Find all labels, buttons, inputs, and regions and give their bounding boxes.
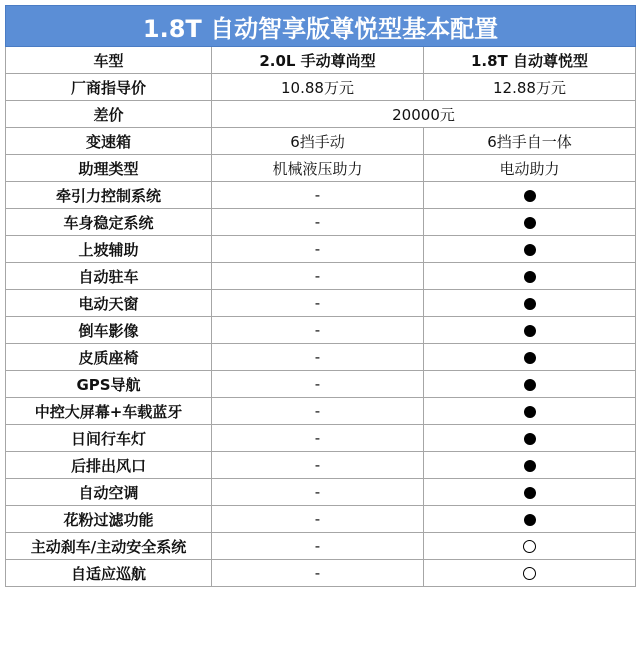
feature-label: 中控大屏幕+车载蓝牙: [6, 398, 212, 425]
filled-dot-icon: [524, 298, 536, 310]
price-model-1: 10.88万元: [212, 74, 424, 101]
header-model-1: 2.0L 手动尊尚型: [212, 47, 424, 74]
price-label: 厂商指导价: [6, 74, 212, 101]
filled-dot-icon: [524, 244, 536, 256]
feature-label: 上坡辅助: [6, 236, 212, 263]
steering-model-1: 机械液压助力: [212, 155, 424, 182]
filled-dot-icon: [524, 352, 536, 364]
feature-label: 主动刹车/主动安全系统: [6, 533, 212, 560]
table-row: [6, 506, 636, 533]
feature-model-2-value: [424, 479, 636, 506]
feature-label: 后排出风口: [6, 452, 212, 479]
filled-dot-icon: [524, 190, 536, 202]
feature-model-2-value: [424, 425, 636, 452]
header-row: [6, 47, 636, 74]
feature-model-2-value: [424, 182, 636, 209]
table-row: [6, 479, 636, 506]
filled-dot-icon: [524, 487, 536, 499]
feature-label: 皮质座椅: [6, 344, 212, 371]
header-model-2: 1.8T 自动尊悦型: [424, 47, 636, 74]
feature-label: 花粉过滤功能: [6, 506, 212, 533]
feature-model-2-value: [424, 344, 636, 371]
price-model-2: 12.88万元: [424, 74, 636, 101]
gearbox-model-2: 6挡手自一体: [424, 128, 636, 155]
table-row: [6, 290, 636, 317]
table-row: [6, 425, 636, 452]
feature-label: 自动空调: [6, 479, 212, 506]
filled-dot-icon: [524, 406, 536, 418]
feature-model-2-value: [424, 506, 636, 533]
table-row: [6, 533, 636, 560]
feature-model-1-value: -: [212, 425, 424, 452]
filled-dot-icon: [524, 271, 536, 283]
table-row: [6, 317, 636, 344]
steering-row: [6, 155, 636, 182]
diff-label: 差价: [6, 101, 212, 128]
feature-model-1-value: -: [212, 290, 424, 317]
feature-label: 自动驻车: [6, 263, 212, 290]
feature-model-2-value: [424, 236, 636, 263]
steering-label: 助理类型: [6, 155, 212, 182]
feature-model-1-value: -: [212, 317, 424, 344]
feature-model-2-value: [424, 452, 636, 479]
feature-model-1-value: -: [212, 398, 424, 425]
feature-label: 车身稳定系统: [6, 209, 212, 236]
filled-dot-icon: [524, 217, 536, 229]
feature-model-2-value: [424, 263, 636, 290]
feature-model-2-value: [424, 560, 636, 587]
gearbox-label: 变速箱: [6, 128, 212, 155]
table-row: [6, 182, 636, 209]
hollow-circle-icon: [523, 567, 536, 580]
table-row: [6, 263, 636, 290]
feature-model-1-value: -: [212, 209, 424, 236]
steering-model-2: 电动助力: [424, 155, 636, 182]
table-row: [6, 371, 636, 398]
feature-label: 自适应巡航: [6, 560, 212, 587]
feature-label: 日间行车灯: [6, 425, 212, 452]
config-sheet: [5, 5, 635, 587]
gearbox-row: [6, 128, 636, 155]
filled-dot-icon: [524, 433, 536, 445]
feature-model-1-value: -: [212, 344, 424, 371]
feature-label: 倒车影像: [6, 317, 212, 344]
title-row: [6, 6, 636, 47]
feature-model-1-value: -: [212, 452, 424, 479]
table-row: [6, 560, 636, 587]
table-row: [6, 236, 636, 263]
diff-row: [6, 101, 636, 128]
feature-model-2-value: [424, 398, 636, 425]
filled-dot-icon: [524, 460, 536, 472]
feature-model-1-value: -: [212, 560, 424, 587]
feature-label: 电动天窗: [6, 290, 212, 317]
price-row: [6, 74, 636, 101]
header-label: 车型: [6, 47, 212, 74]
diff-value: 20000元: [212, 101, 636, 128]
feature-model-1-value: -: [212, 371, 424, 398]
table-row: [6, 398, 636, 425]
feature-model-2-value: [424, 533, 636, 560]
feature-model-1-value: -: [212, 506, 424, 533]
feature-model-1-value: -: [212, 533, 424, 560]
feature-model-2-value: [424, 371, 636, 398]
feature-model-2-value: [424, 317, 636, 344]
hollow-circle-icon: [523, 540, 536, 553]
filled-dot-icon: [524, 325, 536, 337]
table-row: [6, 344, 636, 371]
filled-dot-icon: [524, 379, 536, 391]
table-row: [6, 452, 636, 479]
feature-model-2-value: [424, 209, 636, 236]
filled-dot-icon: [524, 514, 536, 526]
feature-model-1-value: -: [212, 236, 424, 263]
feature-model-1-value: -: [212, 263, 424, 290]
table-title: 1.8T 自动智享版尊悦型基本配置: [6, 6, 636, 47]
feature-label: 牵引力控制系统: [6, 182, 212, 209]
table-row: [6, 209, 636, 236]
config-table: [5, 5, 636, 587]
feature-model-2-value: [424, 290, 636, 317]
feature-label: GPS导航: [6, 371, 212, 398]
feature-model-1-value: -: [212, 182, 424, 209]
gearbox-model-1: 6挡手动: [212, 128, 424, 155]
feature-model-1-value: -: [212, 479, 424, 506]
